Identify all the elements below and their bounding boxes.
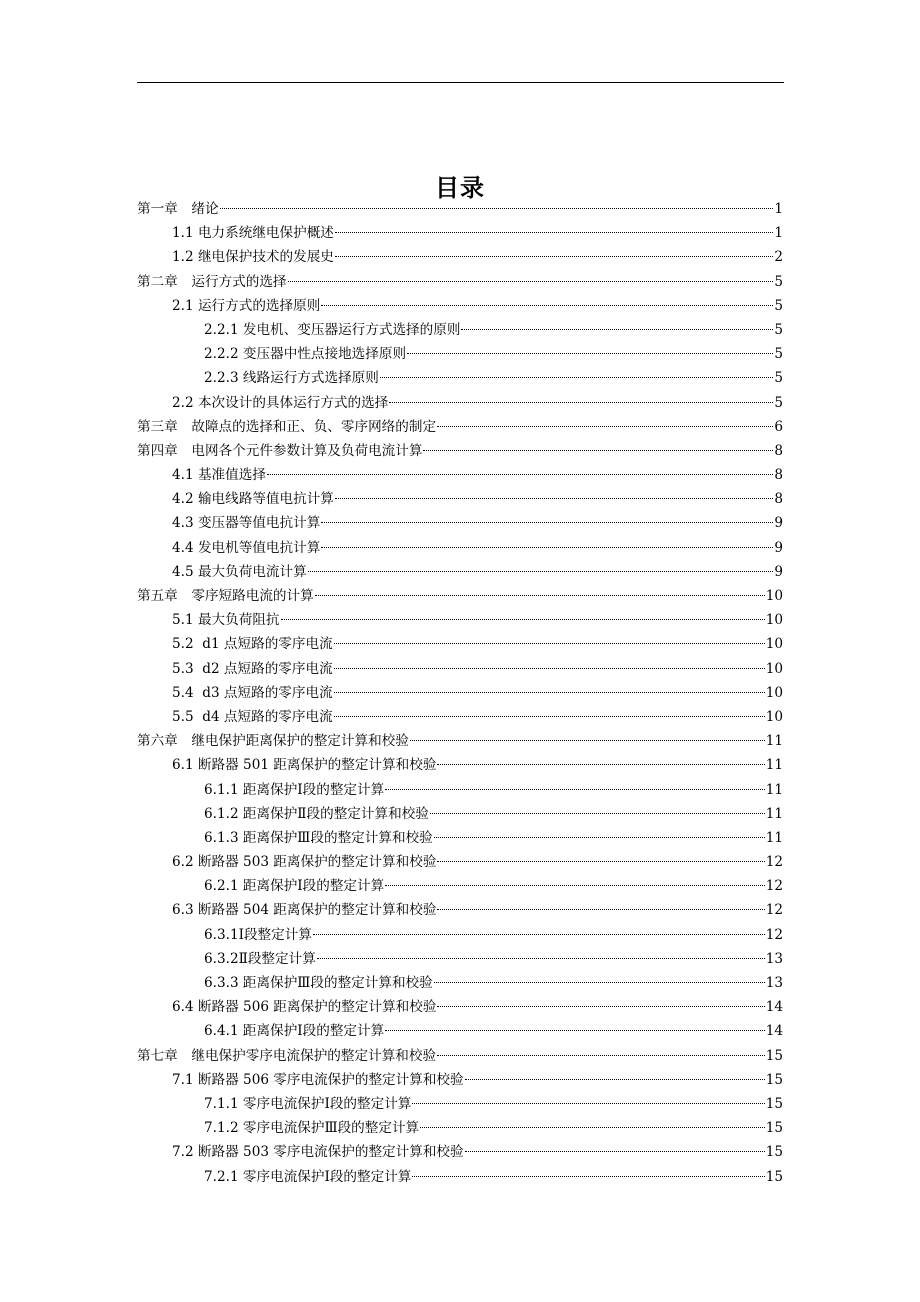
toc-entry-page-number: 10 <box>765 684 783 701</box>
toc-entry-title: 7.2.1 零序电流保护Ⅰ段的整定计算 <box>204 1168 412 1185</box>
dot-leader <box>308 571 774 572</box>
dot-leader <box>437 1006 764 1007</box>
toc-entry[interactable] <box>137 1092 783 1116</box>
toc-entry-page-number: 11 <box>765 805 783 822</box>
toc-entry-title: 5.1 最大负荷阻抗 <box>172 612 280 629</box>
toc-entry-title: 第六章 继电保护距离保护的整定计算和校验 <box>137 733 409 750</box>
toc-entry-page-number: 5 <box>774 394 783 411</box>
toc-entry[interactable] <box>137 705 783 729</box>
dot-leader <box>334 643 765 644</box>
toc-entry-page-number: 8 <box>774 467 783 484</box>
toc-entry-title: 2.1 运行方式的选择原则 <box>172 297 321 314</box>
toc-entry-title: 6.3 断路器 504 距离保护的整定计算和校验 <box>172 902 437 919</box>
dot-leader <box>412 1103 764 1104</box>
dot-leader <box>420 1127 765 1128</box>
toc-entry-page-number: 5 <box>774 297 783 314</box>
header-rule <box>137 82 784 83</box>
toc-entry[interactable] <box>137 1044 783 1068</box>
toc-entry-page-number: 5 <box>774 370 783 387</box>
toc-entry[interactable] <box>137 391 783 415</box>
toc-entry[interactable] <box>137 753 783 777</box>
dot-leader <box>389 402 773 403</box>
toc-entry[interactable] <box>137 318 783 342</box>
dot-leader <box>434 982 765 983</box>
toc-entry-title: 4.4 发电机等值电抗计算 <box>172 539 321 556</box>
toc-entry[interactable] <box>137 415 783 439</box>
toc-entry-title: 4.2 输电线路等值电抗计算 <box>172 491 334 508</box>
dot-leader <box>437 909 764 910</box>
dot-leader <box>334 692 765 693</box>
toc-entry[interactable] <box>137 342 783 366</box>
toc-entry-page-number: 5 <box>774 346 783 363</box>
toc-entry-title: 1.1 电力系统继电保护概述 <box>172 225 334 242</box>
dot-leader <box>437 426 773 427</box>
dot-leader <box>385 1030 764 1031</box>
dot-leader <box>412 1176 764 1177</box>
dot-leader <box>437 764 764 765</box>
toc-entry-title: 5.2 d1 点短路的零序电流 <box>172 636 333 653</box>
toc-entry-page-number: 14 <box>765 1023 783 1040</box>
toc-entry[interactable] <box>137 560 783 584</box>
toc-entry-title: 5.4 d3 点短路的零序电流 <box>172 684 333 701</box>
toc-entry-title: 4.1 基准值选择 <box>172 467 266 484</box>
dot-leader <box>465 1151 765 1152</box>
dot-leader <box>335 498 773 499</box>
toc-entry-title: 7.1 断路器 506 零序电流保护的整定计算和校验 <box>172 1071 464 1088</box>
toc-entry-title: 第二章 运行方式的选择 <box>137 273 287 290</box>
toc-entry[interactable] <box>137 632 783 656</box>
dot-leader <box>437 1055 765 1056</box>
toc-entry-page-number: 11 <box>765 757 783 774</box>
toc-entry-title: 2.2.1 发电机、变压器运行方式选择的原则 <box>204 321 461 338</box>
toc-entry[interactable] <box>137 947 783 971</box>
toc-entry[interactable] <box>137 1068 783 1092</box>
toc-entry-title: 第七章 继电保护零序电流保护的整定计算和校验 <box>137 1047 437 1064</box>
toc-entry-page-number: 12 <box>765 854 783 871</box>
toc-entry-page-number: 11 <box>765 781 783 798</box>
page-title: 目录 <box>435 174 485 203</box>
toc-entry[interactable] <box>137 366 783 390</box>
toc-entry[interactable] <box>137 608 783 632</box>
toc-entry-page-number: 14 <box>765 999 783 1016</box>
toc-entry-title: 4.5 最大负荷电流计算 <box>172 563 307 580</box>
toc-entry-title: 2.2 本次设计的具体运行方式的选择 <box>172 394 389 411</box>
toc-entry-title: 第三章 故障点的选择和正、负、零序网络的制定 <box>137 418 437 435</box>
toc-entry-title: 6.1.2 距离保护Ⅱ段的整定计算和校验 <box>204 805 429 822</box>
toc-entry-page-number: 12 <box>765 926 783 943</box>
toc-entry[interactable] <box>137 1019 783 1043</box>
toc-entry-page-number: 1 <box>774 201 783 217</box>
toc-entry[interactable] <box>137 439 783 463</box>
toc-entry-page-number: 12 <box>765 878 783 895</box>
toc-entry-page-number: 9 <box>774 515 783 532</box>
toc-entry[interactable] <box>137 826 783 850</box>
toc-entry-title: 2.2.3 线路运行方式选择原则 <box>204 370 379 387</box>
dot-leader <box>380 377 773 378</box>
toc-entry-title: 6.2 断路器 503 距离保护的整定计算和校验 <box>172 854 437 871</box>
dot-leader <box>410 740 765 741</box>
toc-entry[interactable] <box>137 463 783 487</box>
toc-entry[interactable] <box>137 850 783 874</box>
dot-leader <box>434 837 765 838</box>
toc-entry[interactable] <box>137 270 783 294</box>
toc-entry[interactable] <box>137 729 783 753</box>
toc-entry-page-number: 12 <box>765 902 783 919</box>
toc-entry-page-number: 15 <box>765 1071 783 1088</box>
toc-entry-page-number: 5 <box>774 321 783 338</box>
toc-entry-page-number: 1 <box>774 225 783 242</box>
toc-entry[interactable] <box>137 584 783 608</box>
toc-entry[interactable] <box>137 1116 783 1140</box>
toc-entry-title: 6.1.1 距离保护Ⅰ段的整定计算 <box>204 781 385 798</box>
toc-entry-page-number: 9 <box>774 539 783 556</box>
dot-leader <box>465 1079 765 1080</box>
dot-leader <box>321 522 773 523</box>
dot-leader <box>321 305 773 306</box>
dot-leader <box>335 232 773 233</box>
dot-leader <box>220 208 774 209</box>
dot-leader <box>267 474 773 475</box>
dot-leader <box>423 450 773 451</box>
table-of-contents <box>137 197 783 1189</box>
toc-entry-title: 6.1 断路器 501 距离保护的整定计算和校验 <box>172 757 437 774</box>
toc-entry[interactable] <box>137 1140 783 1164</box>
toc-entry-title: 5.5 d4 点短路的零序电流 <box>172 708 333 725</box>
toc-entry-page-number: 6 <box>774 418 783 435</box>
toc-entry[interactable] <box>137 995 783 1019</box>
toc-entry-title: 6.4.1 距离保护Ⅰ段的整定计算 <box>204 1023 385 1040</box>
dot-leader <box>334 668 765 669</box>
toc-entry-page-number: 9 <box>774 563 783 580</box>
toc-entry-title: 第一章 绪论 <box>137 201 219 217</box>
toc-entry[interactable] <box>137 1165 783 1189</box>
toc-entry-page-number: 15 <box>765 1168 783 1185</box>
dot-leader <box>335 256 773 257</box>
toc-entry[interactable] <box>137 245 783 269</box>
toc-entry-title: 6.2.1 距离保护Ⅰ段的整定计算 <box>204 878 385 895</box>
toc-entry[interactable] <box>137 874 783 898</box>
toc-entry[interactable] <box>137 681 783 705</box>
toc-entry-title: 1.2 继电保护技术的发展史 <box>172 249 334 266</box>
toc-entry-title: 6.3.3 距离保护Ⅲ段的整定计算和校验 <box>204 975 433 991</box>
toc-entry[interactable] <box>137 971 783 995</box>
toc-entry-page-number: 13 <box>765 975 783 991</box>
dot-leader <box>437 861 764 862</box>
toc-entry-title: 7.1.1 零序电流保护Ⅰ段的整定计算 <box>204 1095 412 1112</box>
dot-leader <box>334 716 765 717</box>
toc-entry-title: 第五章 零序短路电流的计算 <box>137 588 314 604</box>
toc-entry-title: 7.2 断路器 503 零序电流保护的整定计算和校验 <box>172 1144 464 1161</box>
toc-entry-title: 6.3.1Ⅰ段整定计算 <box>204 926 312 943</box>
toc-entry[interactable] <box>137 197 783 221</box>
toc-entry-page-number: 10 <box>765 588 783 604</box>
toc-entry-title: 5.3 d2 点短路的零序电流 <box>172 660 333 677</box>
dot-leader <box>321 547 773 548</box>
toc-entry-page-number: 10 <box>765 612 783 629</box>
toc-entry-page-number: 8 <box>774 442 783 459</box>
toc-entry-page-number: 15 <box>765 1047 783 1064</box>
toc-entry-page-number: 15 <box>765 1095 783 1112</box>
toc-entry-title: 6.4 断路器 506 距离保护的整定计算和校验 <box>172 999 437 1016</box>
toc-entry[interactable] <box>137 778 783 802</box>
toc-entry[interactable] <box>137 511 783 535</box>
toc-entry[interactable] <box>137 536 783 560</box>
toc-entry[interactable] <box>137 487 783 511</box>
toc-entry-title: 第四章 电网各个元件参数计算及负荷电流计算 <box>137 442 423 459</box>
toc-entry[interactable] <box>137 294 783 318</box>
toc-entry-title: 6.3.2Ⅱ段整定计算 <box>204 950 316 967</box>
toc-entry-page-number: 13 <box>765 950 783 967</box>
dot-leader <box>430 813 765 814</box>
toc-entry-title: 2.2.2 变压器中性点接地选择原则 <box>204 346 407 363</box>
toc-entry-page-number: 10 <box>765 636 783 653</box>
toc-entry-page-number: 11 <box>765 829 783 846</box>
toc-entry[interactable] <box>137 923 783 947</box>
toc-entry-page-number: 10 <box>765 708 783 725</box>
toc-entry-page-number: 11 <box>765 733 783 750</box>
dot-leader <box>385 789 764 790</box>
dot-leader <box>317 958 765 959</box>
dot-leader <box>407 353 773 354</box>
toc-entry-title: 4.3 变压器等值电抗计算 <box>172 515 321 532</box>
toc-entry-page-number: 8 <box>774 491 783 508</box>
toc-entry-page-number: 10 <box>765 660 783 677</box>
toc-entry-page-number: 5 <box>774 273 783 290</box>
toc-entry-page-number: 2 <box>774 249 783 266</box>
dot-leader <box>281 619 765 620</box>
dot-leader <box>313 934 765 935</box>
toc-entry[interactable] <box>137 898 783 922</box>
toc-entry-page-number: 15 <box>765 1120 783 1137</box>
dot-leader <box>461 329 773 330</box>
toc-entry-title: 7.1.2 零序电流保护Ⅲ段的整定计算 <box>204 1120 420 1137</box>
dot-leader <box>315 595 765 596</box>
toc-entry[interactable] <box>137 221 783 245</box>
toc-entry[interactable] <box>137 802 783 826</box>
toc-entry-title: 6.1.3 距离保护Ⅲ段的整定计算和校验 <box>204 829 433 846</box>
toc-entry[interactable] <box>137 657 783 681</box>
dot-leader <box>385 885 764 886</box>
dot-leader <box>288 281 774 282</box>
toc-entry-page-number: 15 <box>765 1144 783 1161</box>
